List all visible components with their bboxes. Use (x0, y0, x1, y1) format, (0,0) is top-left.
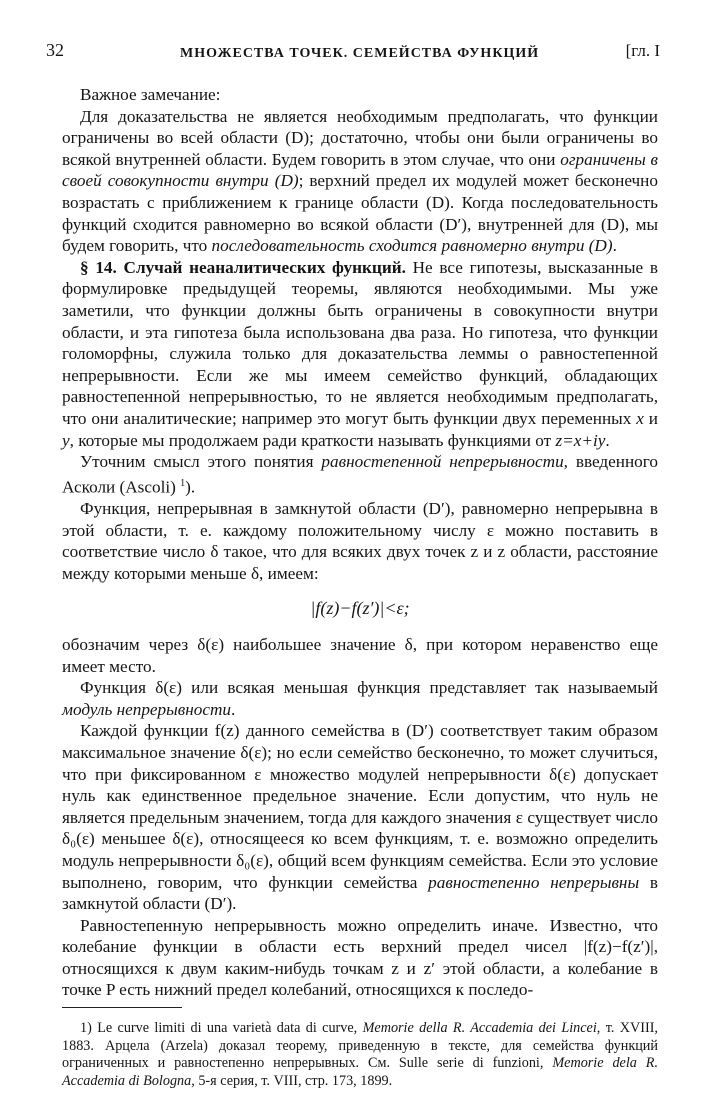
footnote-reference: 1 (180, 477, 186, 489)
display-formula: |f(z)−f(z′)|<ε; (310, 598, 410, 619)
remark-title: Важное замечание: (80, 85, 221, 104)
footnote-1: 1) Le curve limiti di una varietà data di curve, Memorie della R. Accademia dei Lincei, т. XVIII, 1883. Арцела (Arzela) доказал теорему, приведенную в тексте, для семейства функций ограниченных и равностепенно непрерывных. См. Sulle serie di funzioni, Memorie dela R. Accademia di Bologna, 5-я серия, т. VIII, стр. 173, 1899. (62, 1020, 658, 1089)
modulus-paragraph: Функция δ(ε) или всякая меньшая функция представляет так называемый модуль непрерывности. (62, 678, 658, 719)
equicontinuity-paragraph: Уточним смысл этого понятия равностепенной непрерывности, введенного Асколи (Ascoli) $^1$). (62, 452, 658, 497)
emphasis-bounded-inside: ограничены в своей совокупности внутри (D) (62, 149, 658, 191)
chapter-reference: [гл. I (625, 41, 660, 60)
family-paragraph: Каждой функции f(z) данного семейства в (D′) соответствует таким образом максимальное значение δ(ε); но если семейство бесконечно, то может случиться, что при фиксированном ε множество модулей непрерывности δ(ε) допускает нуль как единственное предельное значение. Если допустим, что нуль не является предельным значением, тогда для каждого значения ε существует число δ₀(ε) меньшее δ(ε), относящееся ко всем функциям, т. е. возможно определить модуль непрерывности δ₀(ε), общий всем функциям семейства. Если это условие выполнено, говорим, что функции семейства равностепенно непрерывны в замкнутой области (D′). (62, 721, 658, 914)
page-header (46, 40, 660, 68)
remark-paragraph: Для доказательства не является необходимым предполагать, что функции ограничены во всей области (D); достаточно, чтобы они были ограничены во всякой внутренней области. Будем говорить в этом случае, что они ограничены в своей совокупности внутри (D); верхний предел их модулей может бесконечно возрастать с приближением к границе области (D). Когда последовательность функций сходится равномерно во всякой области (D′), внутренней для (D), мы будем говорить, что последовательность сходится равномерно внутри (D). (62, 106, 658, 256)
emphasis-equicontinuity: равностепенной непрерывности, (321, 452, 568, 472)
inline-formula-z: z=x+iy (555, 430, 606, 450)
oscillation-paragraph: Равностепенную непрерывность можно определить иначе. Известно, что колебание функции в области есть верхний предел чисел |f(z)−f(z′)|, относящихся к двум каким-нибудь точкам z и z′ этой области, а колебание в точке P есть нижний предел колебаний, относящихся к последо- (62, 915, 658, 1000)
section-14-paragraph: § 14. Случай неаналитических функций. Не все гипотезы, высказанные в формулировке предыдущей теоремы, являются необходимыми. Мы уже заметили, что функции должны быть ограничены в совокупности внутри области, и эта гипотеза была использована два раза. Но гипотеза, что функции голоморфны, служила только для доказательства леммы о равностепенной непрерывности. Если же мы имеем семейство функций, обладающих равностепенной непрерывностью, то не является необходимым предполагать, что они аналитические; например это могут быть функции двух переменных x и y, которые мы продолжаем ради краткости называть функциями от z=x+iy. (62, 257, 659, 450)
footnote-divider (62, 1007, 182, 1008)
emphasis-modulus: модуль непрерывности (62, 699, 232, 719)
running-head: МНОЖЕСТВА ТОЧЕК. СЕМЕЙСТВА ФУНКЦИЙ (180, 46, 540, 61)
emphasis-uniform-convergence: последовательность сходится равномерно внутри (D) (211, 236, 613, 256)
emphasis-equicontinuous: равностепенно непрерывны (428, 872, 640, 892)
footnotes (62, 1020, 658, 1090)
footnote-marker: 1) (80, 1020, 92, 1037)
delta-definition-paragraph: обозначим через δ(ε) наибольшее значение δ, при котором неравенство еще имеет место. (62, 634, 658, 676)
continuity-paragraph: Функция, непрерывная в замкнутой области (D′), равномерно непрерывна в этой области, т. е. каждому положительному числу ε можно поставить в соответствие число δ такое, что для всяких двух точек z и z области, расстояние между которыми меньше δ, имеем: (62, 499, 658, 583)
section-title: § 14. Случай неаналитических функций. (80, 257, 406, 277)
page-number: 32 (46, 40, 64, 60)
